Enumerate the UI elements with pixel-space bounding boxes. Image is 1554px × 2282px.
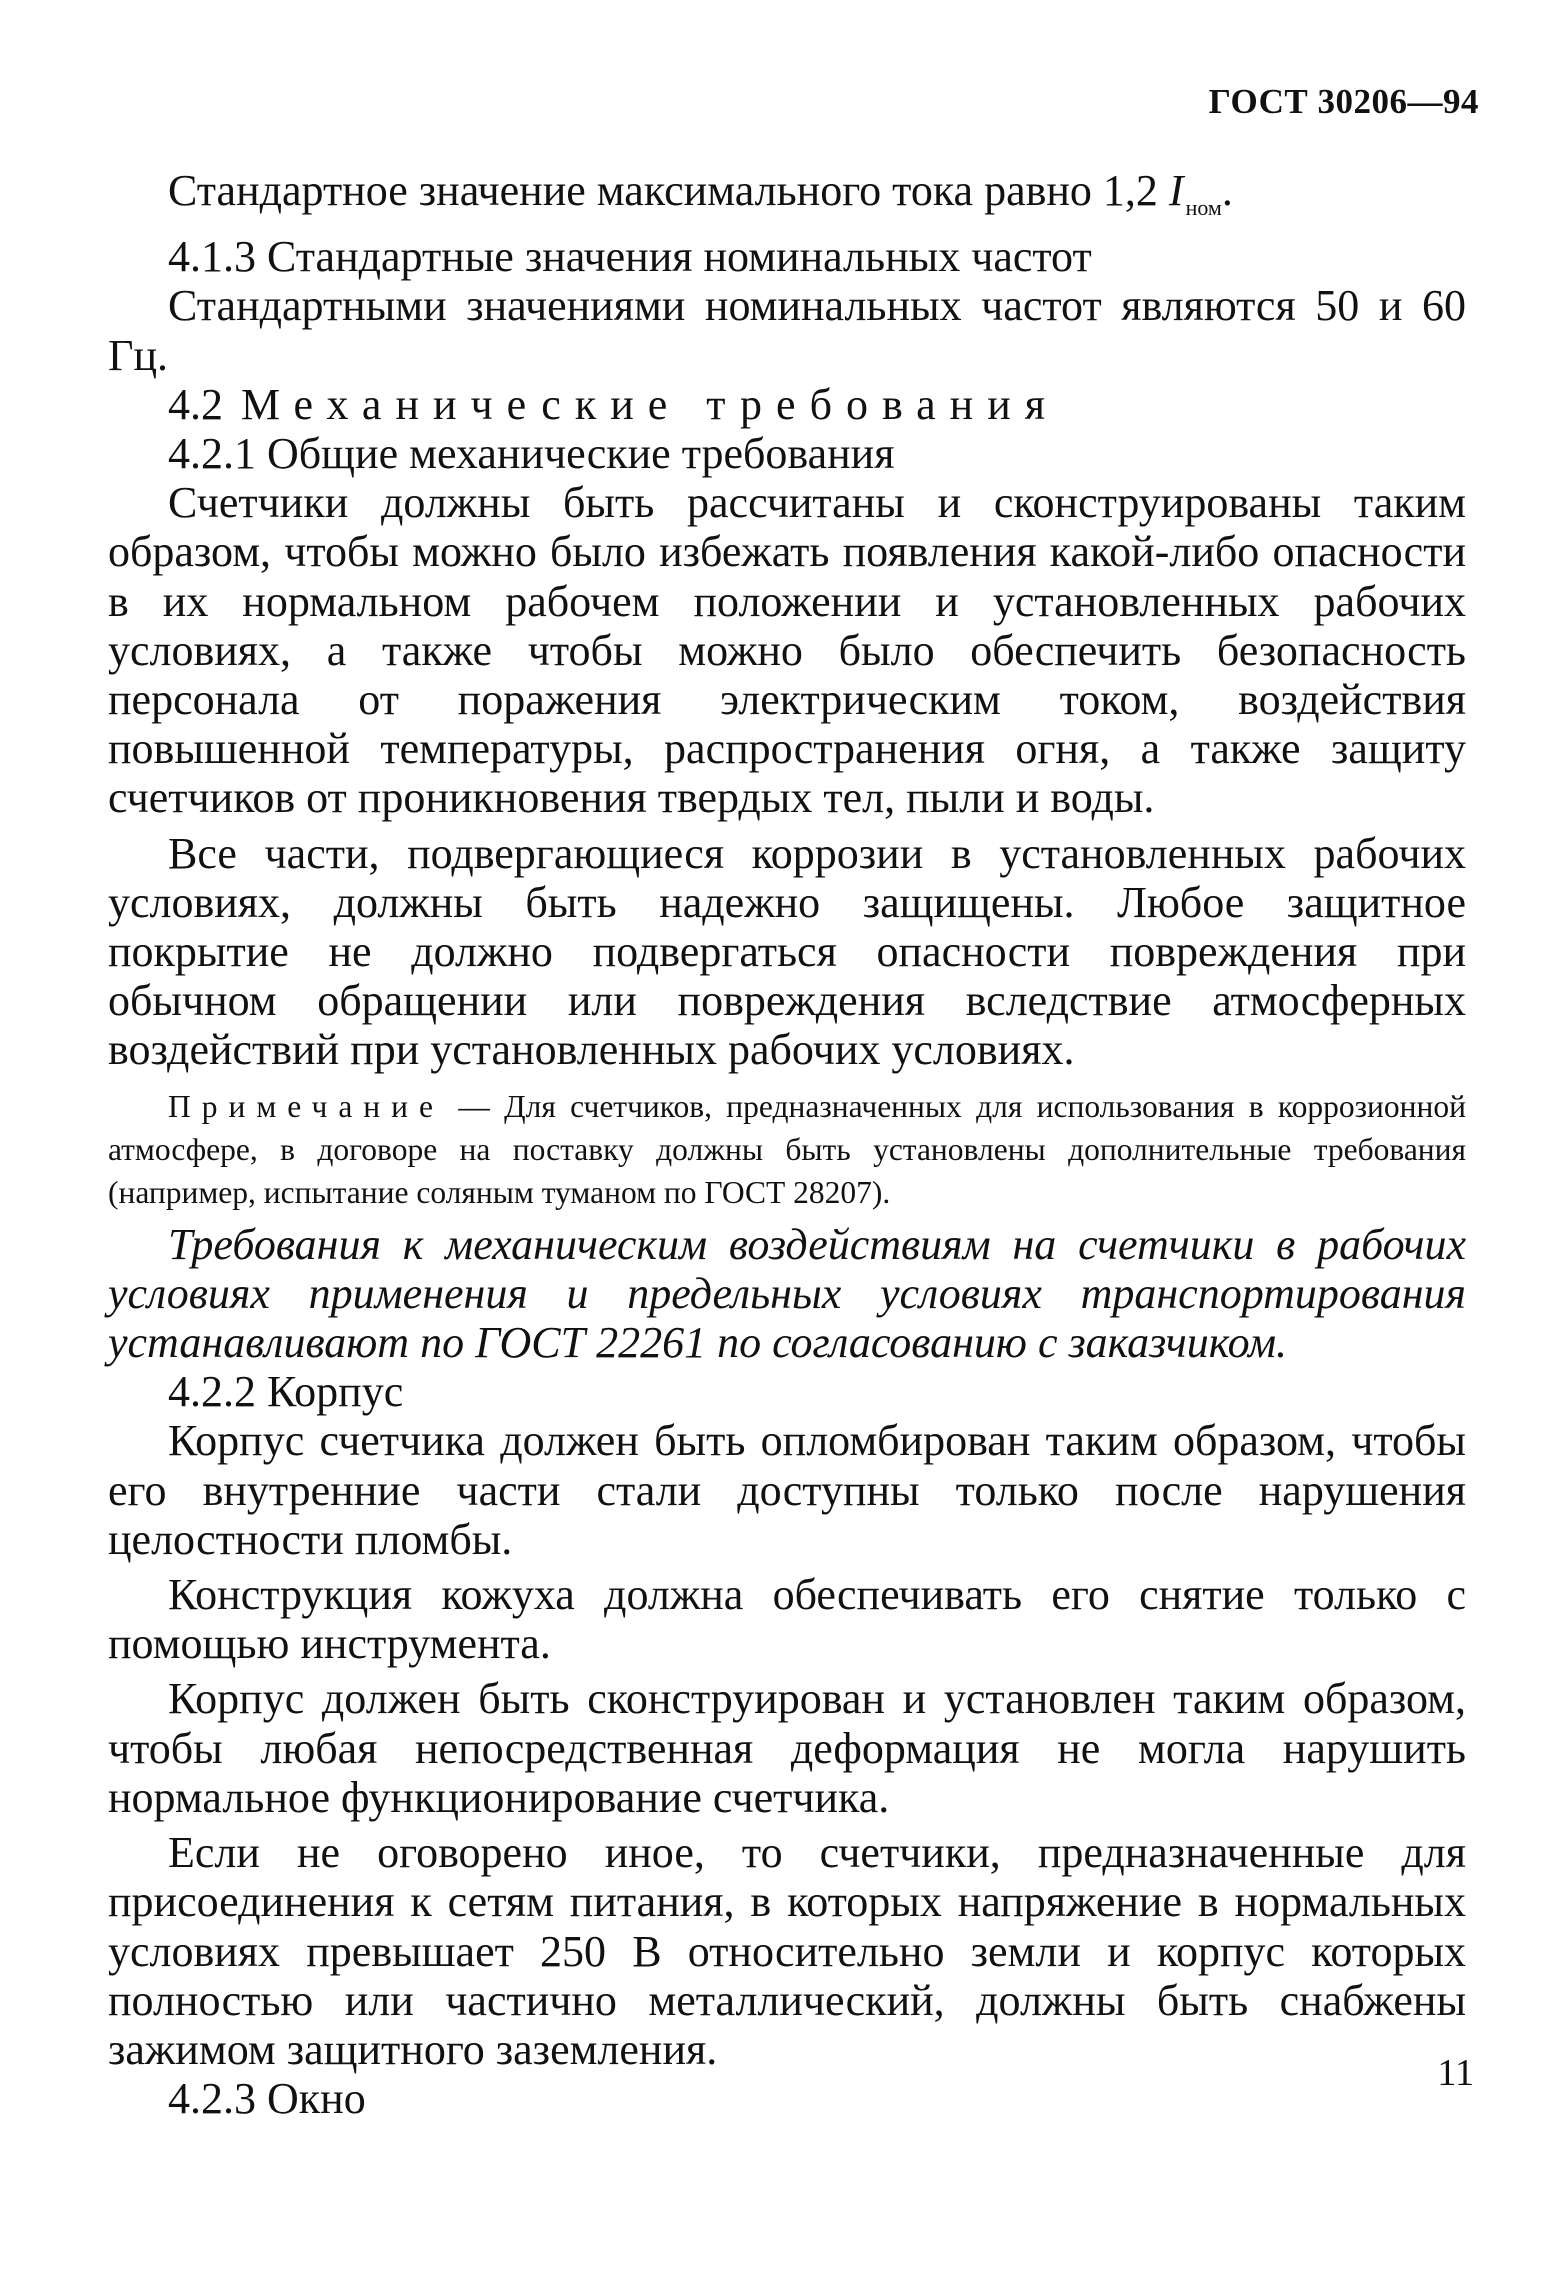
paragraph-housing-deformation: Корпус должен быть сконструирован и установлен таким образом, чтобы любая непосредственная деформация не могла нарушить нормальное функционирование счетчика. bbox=[108, 1674, 1466, 1822]
document-code-header: ГОСТ 30206—94 bbox=[1208, 82, 1479, 121]
paragraph-protective-earthing: Если не оговорено иное, то счетчики, предназначенные для присоединения к сетям питания, в которых напряжение в нормальных условиях превышает 250 В относительно земли и корпус которых полностью или частично металлический, должны быть снабжены зажимом защитного заземления. bbox=[108, 1828, 1466, 2074]
paragraph-frequencies: Стандартными значениями номинальных частот являются 50 и 60 Гц. bbox=[108, 281, 1466, 380]
section-heading-4-2-2: 4.2.2 Корпус bbox=[168, 1367, 404, 1417]
page-body bbox=[108, 166, 1466, 2123]
note-label: Примечание bbox=[168, 1088, 445, 1124]
section-heading-4-2-3: 4.2.3 Окно bbox=[168, 2074, 366, 2124]
current-subscript: ном bbox=[1185, 195, 1222, 220]
section-number: 4.2 bbox=[168, 379, 223, 429]
paragraph-cover-removal: Конструкция кожуха должна обеспечивать его снятие только с помощью инструмента. bbox=[108, 1570, 1466, 1669]
section-heading-4-2 bbox=[108, 380, 1466, 429]
section-title-spaced: Механические требования bbox=[241, 379, 1060, 429]
paragraph-corrosion: Все части, подвергающиеся коррозии в установленных рабочих условиях, должны быть надежно защищены. Любое защитное покрытие не должно подвергаться опасности повреждения при обычном обращении или повреждения вследствие атмосферных воздействий при установленных рабочих условиях. bbox=[108, 828, 1466, 1075]
paragraph-mechanical-impact-italic: Требования к механическим воздействиям на счетчики в рабочих условиях применения и предельных условиях транспортирования устанавливают по ГОСТ 22261 по согласованию с заказчиком. bbox=[108, 1219, 1466, 1368]
section-heading-4-2-1: 4.2.1 Общие механические требования bbox=[168, 429, 895, 479]
note-text: — Для счетчиков, предназначенных для использования в коррозионной атмосфере, в договоре на поставку должны быть установлены дополнительные требования (например, испытание соляным туманом по ГОСТ 28207). bbox=[108, 1088, 1466, 1210]
note-paragraph bbox=[108, 1085, 1466, 1214]
page-number: 11 bbox=[1437, 2052, 1474, 2094]
paragraph-general-mechanical: Счетчики должны быть рассчитаны и сконструированы таким образом, чтобы можно было избежать появления какой-либо опасности в их нормальном рабочем положении и установленных рабочих условиях, а также чтобы можно было обеспечить безопасность персонала от поражения электрическим током, воздействия повышенной температуры, распространения огня, а также защиту счетчиков от проникновения твердых тел, пыли и воды. bbox=[108, 478, 1466, 823]
max-current-suffix: . bbox=[1221, 166, 1233, 215]
section-heading-4-1-3: 4.1.3 Стандартные значения номинальных частот bbox=[168, 232, 1092, 282]
paragraph-max-current bbox=[108, 166, 1466, 232]
max-current-text: Стандартное значение максимального тока равно 1,2 bbox=[168, 166, 1169, 215]
current-symbol: I bbox=[1168, 166, 1184, 215]
paragraph-housing-seal: Корпус счетчика должен быть опломбирован таким образом, чтобы его внутренние части стали доступны только после нарушения целостности пломбы. bbox=[108, 1416, 1466, 1564]
